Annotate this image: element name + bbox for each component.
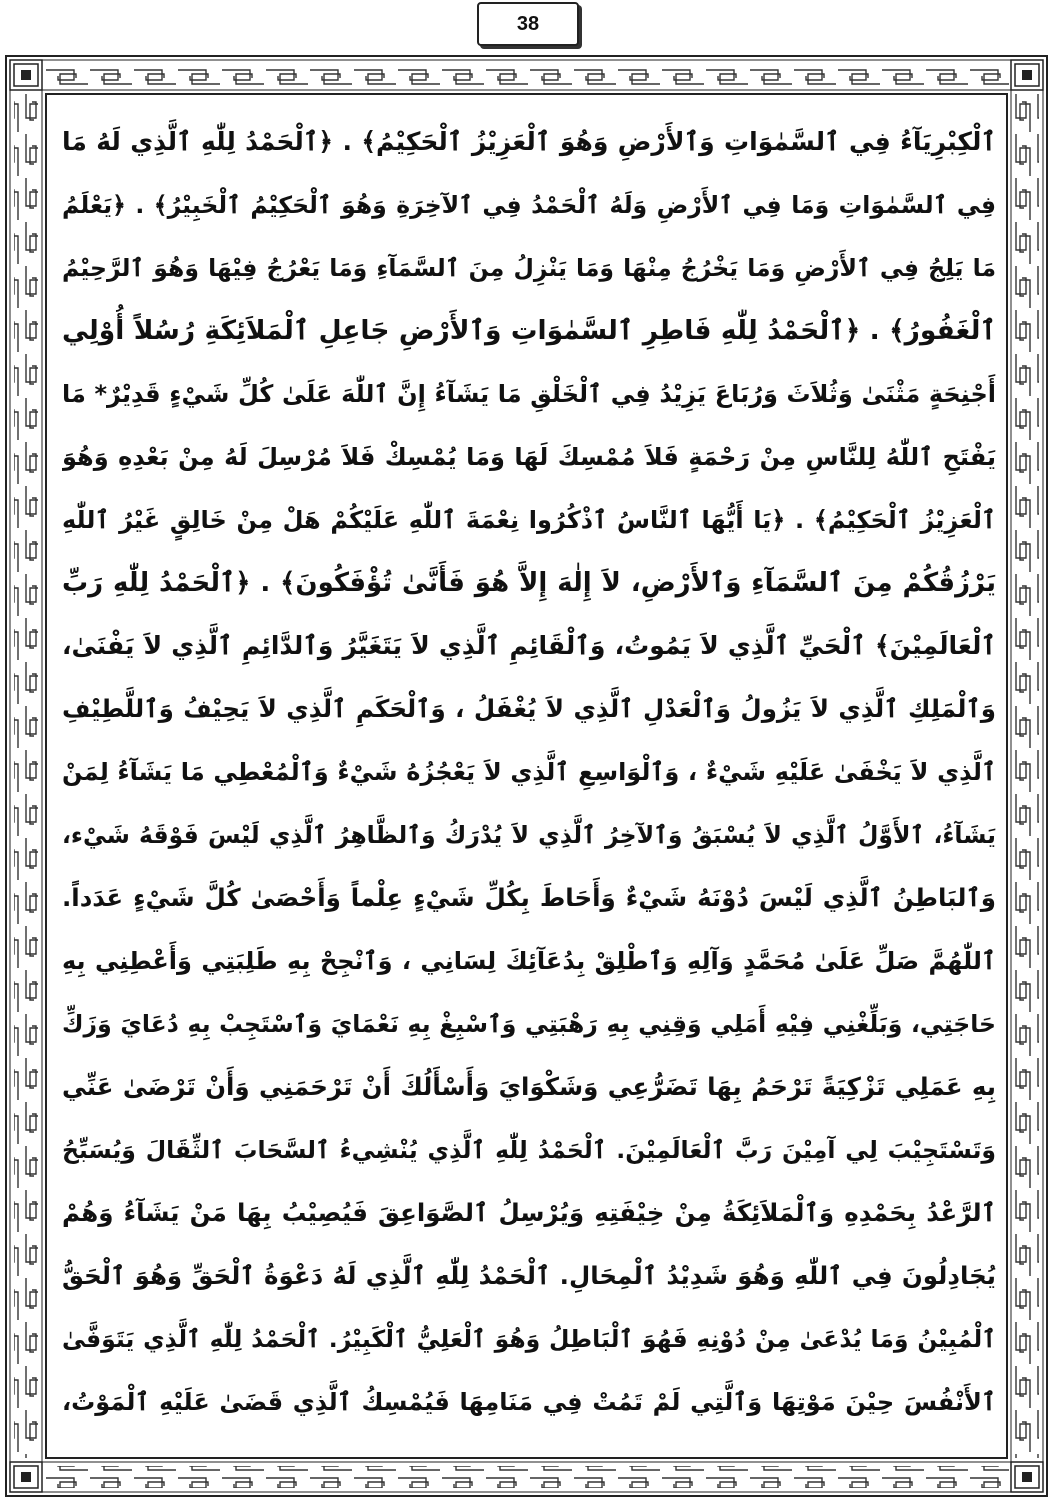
text-line: ٱلَّذِي لاَ يَخْفَىٰ عَلَيْهِ شَيْءٌ ، وَٱلْوَاسِعِ ٱلَّذِي لاَ يَعْجُزُهُ شَيْءٌ وَٱلْمُعْطِي مَا يَشَآءُ لِمَنْ xyxy=(62,758,996,786)
text-line: وَٱلْمَلِكِ ٱلَّذِي لاَ يَزُولُ وَٱلْعَدْلِ ٱلَّذِي لاَ يُغْفَلُ ، وَٱلْحَكَمِ ٱلَّذِي لاَ يَحِيْفُ وَٱللَّطِيْفِ xyxy=(62,694,996,723)
text-line: ٱلْعَزِيْزُ ٱلْحَكِيْمُ﴾ . ﴿يَا أَيُّهَا ٱلنَّاسُ ٱذْكُرُوا نِعْمَةَ ٱللّٰهِ عَلَيْكُمْ هَلْ مِنْ خَالِقٍ غَيْرُ ٱللّٰهِ xyxy=(62,506,996,534)
text-line: ٱلْغَفُورُ﴾ . ﴿ٱلْحَمْدُ لِلّٰهِ فَاطِرِ ٱلسَّمٰوَاتِ وَٱلأَرْضِ جَاعِلِ ٱلْمَلاَئِكَةِ رُسُلاً أُوْلِي xyxy=(62,315,996,346)
text-line: ٱللّٰهُمَّ صَلِّ عَلَىٰ مُحَمَّدٍ وَآلِهِ وَٱطْلِقْ بِدُعَآئِكَ لِسَانِي ، وَٱنْجِحْ بِهِ طَلِبَتِي وَأَعْطِنِي بِهِ xyxy=(62,947,996,975)
text-line: يَرْزُقُكُمْ مِنَ ٱلسَّمَآءِ وَٱلأَرْضِ، لاَ إِلٰهَ إِلاَّ هُوَ فَأَنَّىٰ تُؤْفَكُونَ﴾ . ﴿ٱلْحَمْدُ لِلّٰهِ رَبِّ xyxy=(62,568,996,598)
corner-ornament-top-right xyxy=(1011,60,1043,90)
text-line: ٱلْعَالَمِيْنَ﴾ ٱلْحَيِّ ٱلَّذِي لاَ يَمُوتُ، وَٱلْقَائِمِ ٱلَّذِي لاَ يَتَغَيَّرُ وَٱلدَّائِمِ ٱلَّذِي لاَ يَفْنَىٰ، xyxy=(62,631,996,660)
text-line: ٱلْمُبِيْنُ وَمَا يُدْعَىٰ مِنْ دُوْنِهِ فَهُوَ ٱلْبَاطِلُ وَهُوَ ٱلْعَلِيُّ ٱلْكَبِيْرُ. ٱلْحَمْدُ لِلّٰهِ ٱلَّذِي يَتَوَفَّىٰ xyxy=(62,1325,996,1353)
body-text xyxy=(62,112,996,1452)
text-line: ٱلرَّعْدُ بِحَمْدِهِ وَٱلْمَلاَئِكَةُ مِنْ خِيْفَتِهِ وَيُرْسِلُ ٱلصَّوَاعِقَ فَيُصِيْبُ بِهَا مَنْ يَشَآءُ وَهُمْ xyxy=(62,1198,996,1227)
text-line: ٱلْكِبْرِيَآءُ فِي ٱلسَّمٰوَاتِ وَٱلأَرْضِ وَهُوَ ٱلْعَزِيْزُ ٱلْحَكِيْمُ﴾ . ﴿ٱلْحَمْدُ لِلّٰهِ ٱلَّذِي لَهُ مَا xyxy=(62,127,996,156)
text-line: مَا يَلِجُ فِي ٱلأَرْضِ وَمَا يَخْرُجُ مِنْهَا وَمَا يَنْزِلُ مِنَ ٱلسَّمَآءِ وَمَا يَعْرُجُ فِيْهَا وَهُوَ ٱلرَّحِيْمُ xyxy=(62,254,996,282)
text-line: ٱلأَنْفُسَ حِيْنَ مَوْتِهَا وَٱلَّتِي لَمْ تَمُتْ فِي مَنَامِهَا فَيُمْسِكُ ٱلَّذِي قَضَىٰ عَلَيْهِ ٱلْمَوْتُ، xyxy=(62,1388,996,1416)
text-line: بِهِ عَمَلِي تَزْكِيَةً تَرْحَمُ بِهَا تَضَرُّعِي وَشَكْوَايَ وَأَسْأَلُكَ أَنْ تَرْحَمَنِي وَأَنْ تَرْضَىٰ عَنِّي xyxy=(62,1072,996,1101)
text-line: يَفْتَحِ ٱللّٰهُ لِلنَّاسِ مِنْ رَحْمَةٍ فَلاَ مُمْسِكَ لَهَا وَمَا يُمْسِكْ فَلاَ مُرْسِلَ لَهُ مِنْ بَعْدِهِ وَهُوَ xyxy=(62,443,996,471)
text-line: يُجَادِلُونَ فِي ٱللّٰهِ وَهُوَ شَدِيْدُ ٱلْمِحَالِ. ٱلْحَمْدُ لِلّٰهِ ٱلَّذِي لَهُ دَعْوَةُ ٱلْحَقِّ وَهُوَ ٱلْحَقُّ xyxy=(62,1261,996,1290)
corner-ornament-bottom-left xyxy=(10,1462,42,1492)
text-line: فِي ٱلسَّمٰوَاتِ وَمَا فِي ٱلأَرْضِ وَلَهُ ٱلْحَمْدُ فِي ٱلآخِرَةِ وَهُوَ ٱلْحَكِيْمُ ٱلْخَبِيْرُ﴾ . ﴿يَعْلَمُ xyxy=(62,191,996,219)
corner-ornament-bottom-right xyxy=(1011,1462,1043,1492)
text-line: وَٱلبَاطِنُ ٱلَّذِي لَيْسَ دُوْنَهُ شَيْءٌ وَأَحَاطَ بِكُلِّ شَيْءٍ عِلْماً وَأَحْصَىٰ كُلَّ شَيْءٍ عَدَداً. xyxy=(62,883,996,912)
page-number: 38 xyxy=(477,2,579,46)
text-line: وَتَسْتَجِيْبَ لِي آمِيْنَ رَبَّ ٱلْعَالَمِيْنَ. ٱلْحَمْدُ لِلّٰهِ ٱلَّذِي يُنْشِيءُ ٱلسَّحَابَ ٱلثِّقَالَ وَيُسَبِّحُ xyxy=(62,1136,996,1164)
text-line: أَجْنِحَةٍ مَثْنَىٰ وَثُلاَثَ وَرُبَاعَ يَزِيْدُ فِي ٱلْخَلْقِ مَا يَشَآءُ إِنَّ ٱللّٰهَ عَلَىٰ كُلِّ شَيْءٍ قَدِيْرٌ* مَا xyxy=(62,380,996,408)
text-line: حَاجَتِي، وَبَلِّغْنِي فِيْهِ أَمَلِي وَقِنِي بِهِ رَهْبَتِي وَٱسْبِغْ بِهِ نَعْمَايَ وَٱسْتَجِبْ بِهِ دُعَايَ وَزَكِّ xyxy=(62,1010,996,1038)
corner-ornament-top-left xyxy=(10,60,42,90)
text-line: يَشَآءُ، ٱلأَوَّلُ ٱلَّذِي لاَ يُسْبَقُ وَٱلآخِرُ ٱلَّذِي لاَ يُدْرَكُ وَٱلظَّاهِرُ ٱلَّذِي لَيْسَ فَوْقَهُ شَيْء، xyxy=(62,821,996,849)
